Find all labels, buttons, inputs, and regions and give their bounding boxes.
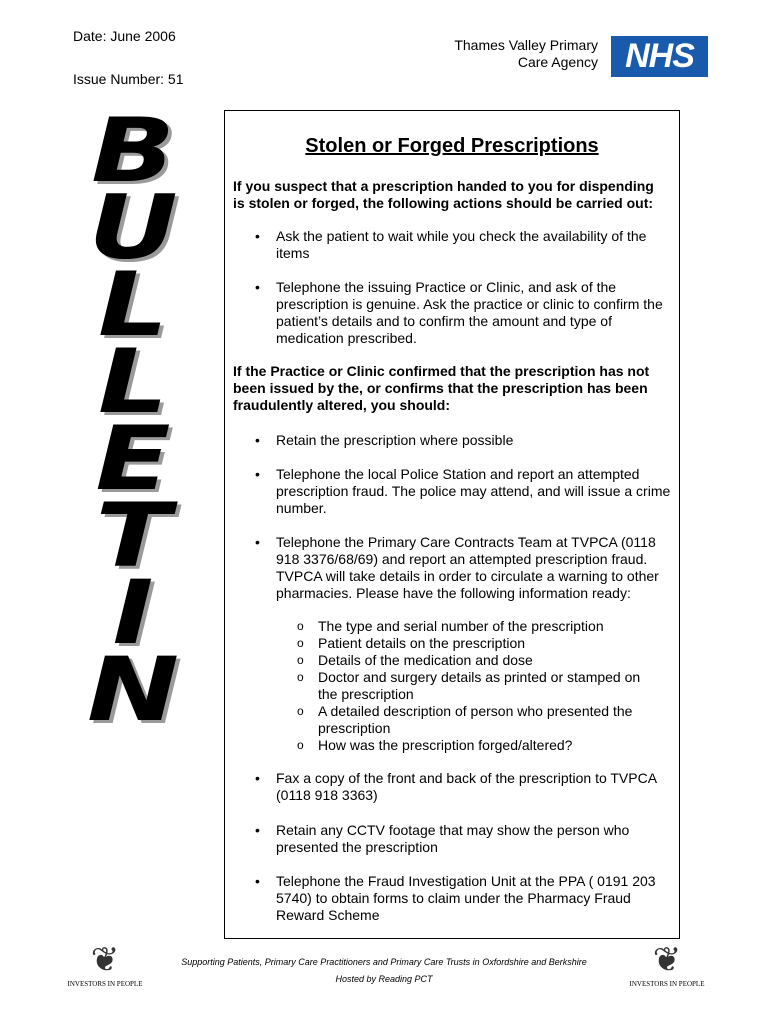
bulletin-letter: N xyxy=(86,638,180,741)
bullet-icon: • xyxy=(255,279,260,295)
bulletin-letter: U xyxy=(88,176,178,279)
content-box xyxy=(224,110,680,939)
sub-list-item-text: How was the prescription forged/altered? xyxy=(318,737,573,753)
nhs-logo xyxy=(611,36,708,77)
circle-bullet-icon: o xyxy=(297,619,304,633)
sub-list-item-text: A detailed description of person who presented the prescription xyxy=(318,703,633,736)
iip-label: INVESTORS IN PEOPLE xyxy=(629,980,705,988)
page-title: Stolen or Forged Prescriptions xyxy=(305,135,599,157)
bulletin-letter: E xyxy=(95,407,171,510)
intro-paragraph: If you suspect that a prescription handed to you for dispending is stolen or forged, the following actions should be carried out: xyxy=(233,178,654,211)
iip-label: INVESTORS IN PEOPLE xyxy=(67,980,143,988)
agency-line-1: Thames Valley Primary xyxy=(454,37,598,53)
bulletin-letter: L xyxy=(97,330,169,433)
sub-list-item-text: The type and serial number of the prescription xyxy=(318,618,604,634)
bullet-icon: • xyxy=(255,228,260,244)
circle-bullet-icon: o xyxy=(297,670,304,684)
bulletin-letter: L xyxy=(97,253,169,356)
list-item-text: Telephone the issuing Practice or Clinic, and ask of the prescription is genuine. Ask the practice or clinic to confirm the patient’s details and to confirm the amount and type of medication prescribed. xyxy=(276,279,663,346)
bullet-icon: • xyxy=(255,770,260,786)
circle-bullet-icon: o xyxy=(297,738,304,752)
list-item-text: Fax a copy of the front and back of the prescription to TVPCA (0118 918 3363) xyxy=(276,770,657,803)
bulletin-letter: B xyxy=(91,99,175,202)
list-item-text: Ask the patient to wait while you check the availability of the items xyxy=(276,228,647,261)
list-item-text: Telephone the Fraud Investigation Unit at the PPA ( 0191 203 5740) to obtain forms to claim under the Pharmacy Fraud Reward Scheme xyxy=(276,873,656,923)
circle-bullet-icon: o xyxy=(297,704,304,718)
list-item-text: Retain the prescription where possible xyxy=(276,432,514,448)
sub-list-item-text: Patient details on the prescription xyxy=(318,635,526,651)
date-label: Date: June 2006 xyxy=(73,28,176,44)
sub-list-item-text: Doctor and surgery details as printed or stamped on the prescription xyxy=(318,669,641,702)
laurel-wreath-icon: ❦ xyxy=(652,940,682,980)
agency-name xyxy=(454,37,598,71)
nhs-logo-text: NHS xyxy=(625,37,694,75)
bullet-icon: • xyxy=(255,466,260,482)
bullet-icon: • xyxy=(255,432,260,448)
circle-bullet-icon: o xyxy=(297,636,304,650)
bullet-icon: • xyxy=(255,873,260,889)
section-paragraph: If the Practice or Clinic confirmed that the prescription has not been issued by the, or confirms that the prescription has been fraudulently altered, you should: xyxy=(233,363,650,413)
circle-bullet-icon: o xyxy=(297,653,304,667)
bullet-icon: • xyxy=(255,534,260,550)
list-item-text: Retain any CCTV footage that may show the person who presented the prescription xyxy=(276,822,630,855)
footer-hosted-by: Hosted by Reading PCT xyxy=(335,974,433,984)
sub-list-item-text: Details of the medication and dose xyxy=(318,652,533,668)
agency-line-2: Care Agency xyxy=(517,54,598,70)
list-item-text: Telephone the local Police Station and report an attempted prescription fraud. The police may attend, and will issue a crime number. xyxy=(276,466,671,516)
laurel-wreath-icon: ❦ xyxy=(90,940,120,980)
footer-tagline: Supporting Patients, Primary Care Practitioners and Primary Care Trusts in Oxfordshire and Berkshire xyxy=(181,957,587,967)
issue-number-label: Issue Number: 51 xyxy=(73,71,184,87)
bullet-icon: • xyxy=(255,822,260,838)
bulletin-letter: T xyxy=(95,484,171,587)
bulletin-vertical-title xyxy=(68,99,198,741)
list-item-text: Telephone the Primary Care Contracts Team at TVPCA (0118 918 3376/68/69) and report an attempted prescription fraud. TVPCA will take details in order to circulate a warning to other pharmacies. Please have the following information ready: xyxy=(276,534,659,601)
bulletin-letter: I xyxy=(112,561,154,664)
